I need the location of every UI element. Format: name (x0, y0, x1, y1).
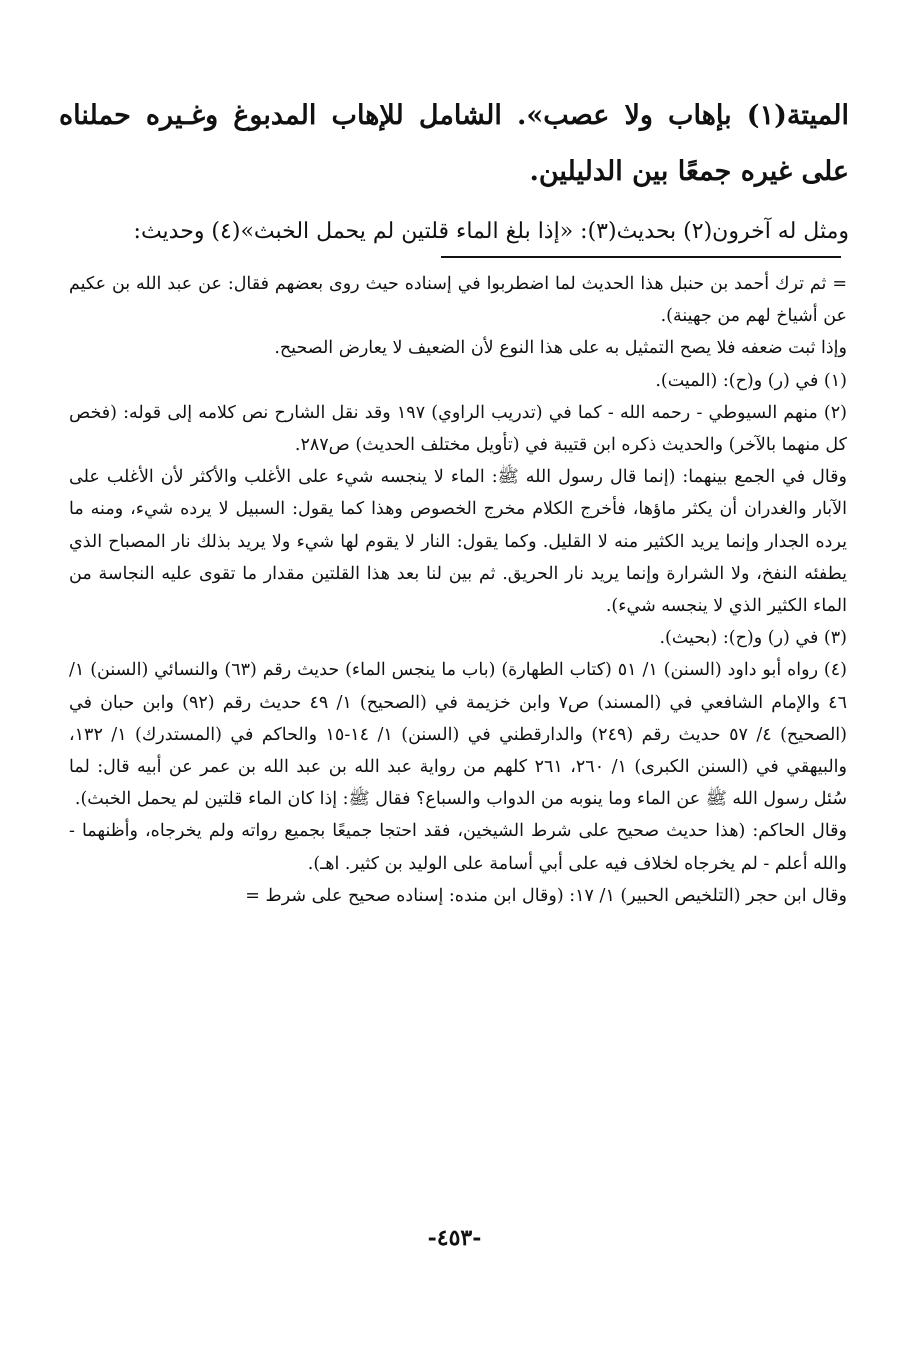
footnote-1: (١) في (ر) و(ح): (الميت). (655, 370, 847, 391)
footnote-separator (441, 256, 841, 258)
footnote-text: وقال ابن حجر (التلخيص الحبير) ١/ ١٧: (وقال ابن منده: إسناده صحيح على شرط = (245, 885, 847, 906)
footnote-4: (٤) رواه أبو داود (السنن) ١/ ٥١ (كتاب الطهارة) (باب ما ينجس الماء) حديث رقم (٦٣) والنسائي (السنن) ١/ ٤٦ والإمام الشافعي في (المسند) ص٧ وابن خزيمة في (الصحيح) ١/ ٤٩ حديث رقم (٩٢) وابن حبان في (الصحيح) ٤/ ٥٧ حديث رقم (٢٤٩) والدارقطني في (السنن) ١/ ١٤-١٥ والحاكم في (المستدرك) ١/ ١٣٢، والبيهقي في (السنن الكبرى) ١/ ٢٦٠، ٢٦١ كلهم من رواية عبد الله بن عبد الله بن عمر عن أبيه قال: لما سُئل رسول الله ﷺ عن الماء وما ينوبه من الدواب والسباع؟ فقال ﷺ: إذا كان الماء قلتين لم يحمل الخبث). (69, 660, 847, 810)
footnote-text: وقال في الجمع بينهما: (إنما قال رسول الله ﷺ: الماء لا ينجسه شيء على الأغلب والأكثر لأن الأغلب على الآبار والغدران أن يكثر ماؤها، فأخرج الكلام مخرج الخصوص وهذا كما يقول: السبيل لا يرده شيء، ومنه ما يرده الجدار وإنما يريد الكثير منه لا القليل. وكما يقول: النار لا يقوم لها شيء ولا يريد بذلك نار المصباح الذي يطفئه النفخ، ولا الشرارة وإنما يريد نار الحريق. ثم بين لنا بعد هذا القلتين مقدار ما تقوى عليه النجاسة من الماء الكثير الذي لا ينجسه شيء). (69, 467, 847, 617)
footnote-2: (٢) منهم السيوطي - رحمه الله - كما في (تدريب الراوي) ١٩٧ وقد نقل الشارح نص كلامه إلى قوله: (فخص كل منهما بالآخر) والحديث ذكره ابن قتيبة في (تأويل مختلف الحديث) ص٢٨٧. (69, 402, 847, 456)
main-text (59, 88, 849, 252)
page-number: -٤٥٣- (427, 1225, 482, 1251)
footnote-3: (٣) في (ر) و(ح): (بحيث). (659, 628, 847, 649)
main-paragraph-1: الميتة(١) بإهاب ولا عصب». الشامل للإهاب المدبوغ وغـيره حملناه على غيره جمعًا بين الدليلين. (59, 100, 849, 187)
footnotes (69, 268, 847, 912)
footnote-text: وإذا ثبت ضعفه فلا يصح التمثيل به على هذا النوع لأن الضعيف لا يعارض الصحيح. (274, 338, 847, 359)
footnote-text: وقال الحاكم: (هذا حديث صحيح على شرط الشيخين، فقد احتجا جميعًا بجميع رواته ولم يخرجاه، وأظنهما - والله أعلم - لم يخرجاه لخلاف فيه على أبي أسامة على الوليد بن كثير. اهـ). (69, 821, 847, 874)
footnote-continuation: = ثم ترك أحمد بن حنبل هذا الحديث لما اضطربوا في إسناده حيث روى بعضهم فقال: عن عبد الله بن عكيم عن أشياخ لهم من جهينة). (69, 274, 847, 327)
main-paragraph-2: ومثل له آخرون(٢) بحديث(٣): «إذا بلغ الماء قلتين لم يحمل الخبث»(٤) وحديث: (133, 219, 849, 244)
